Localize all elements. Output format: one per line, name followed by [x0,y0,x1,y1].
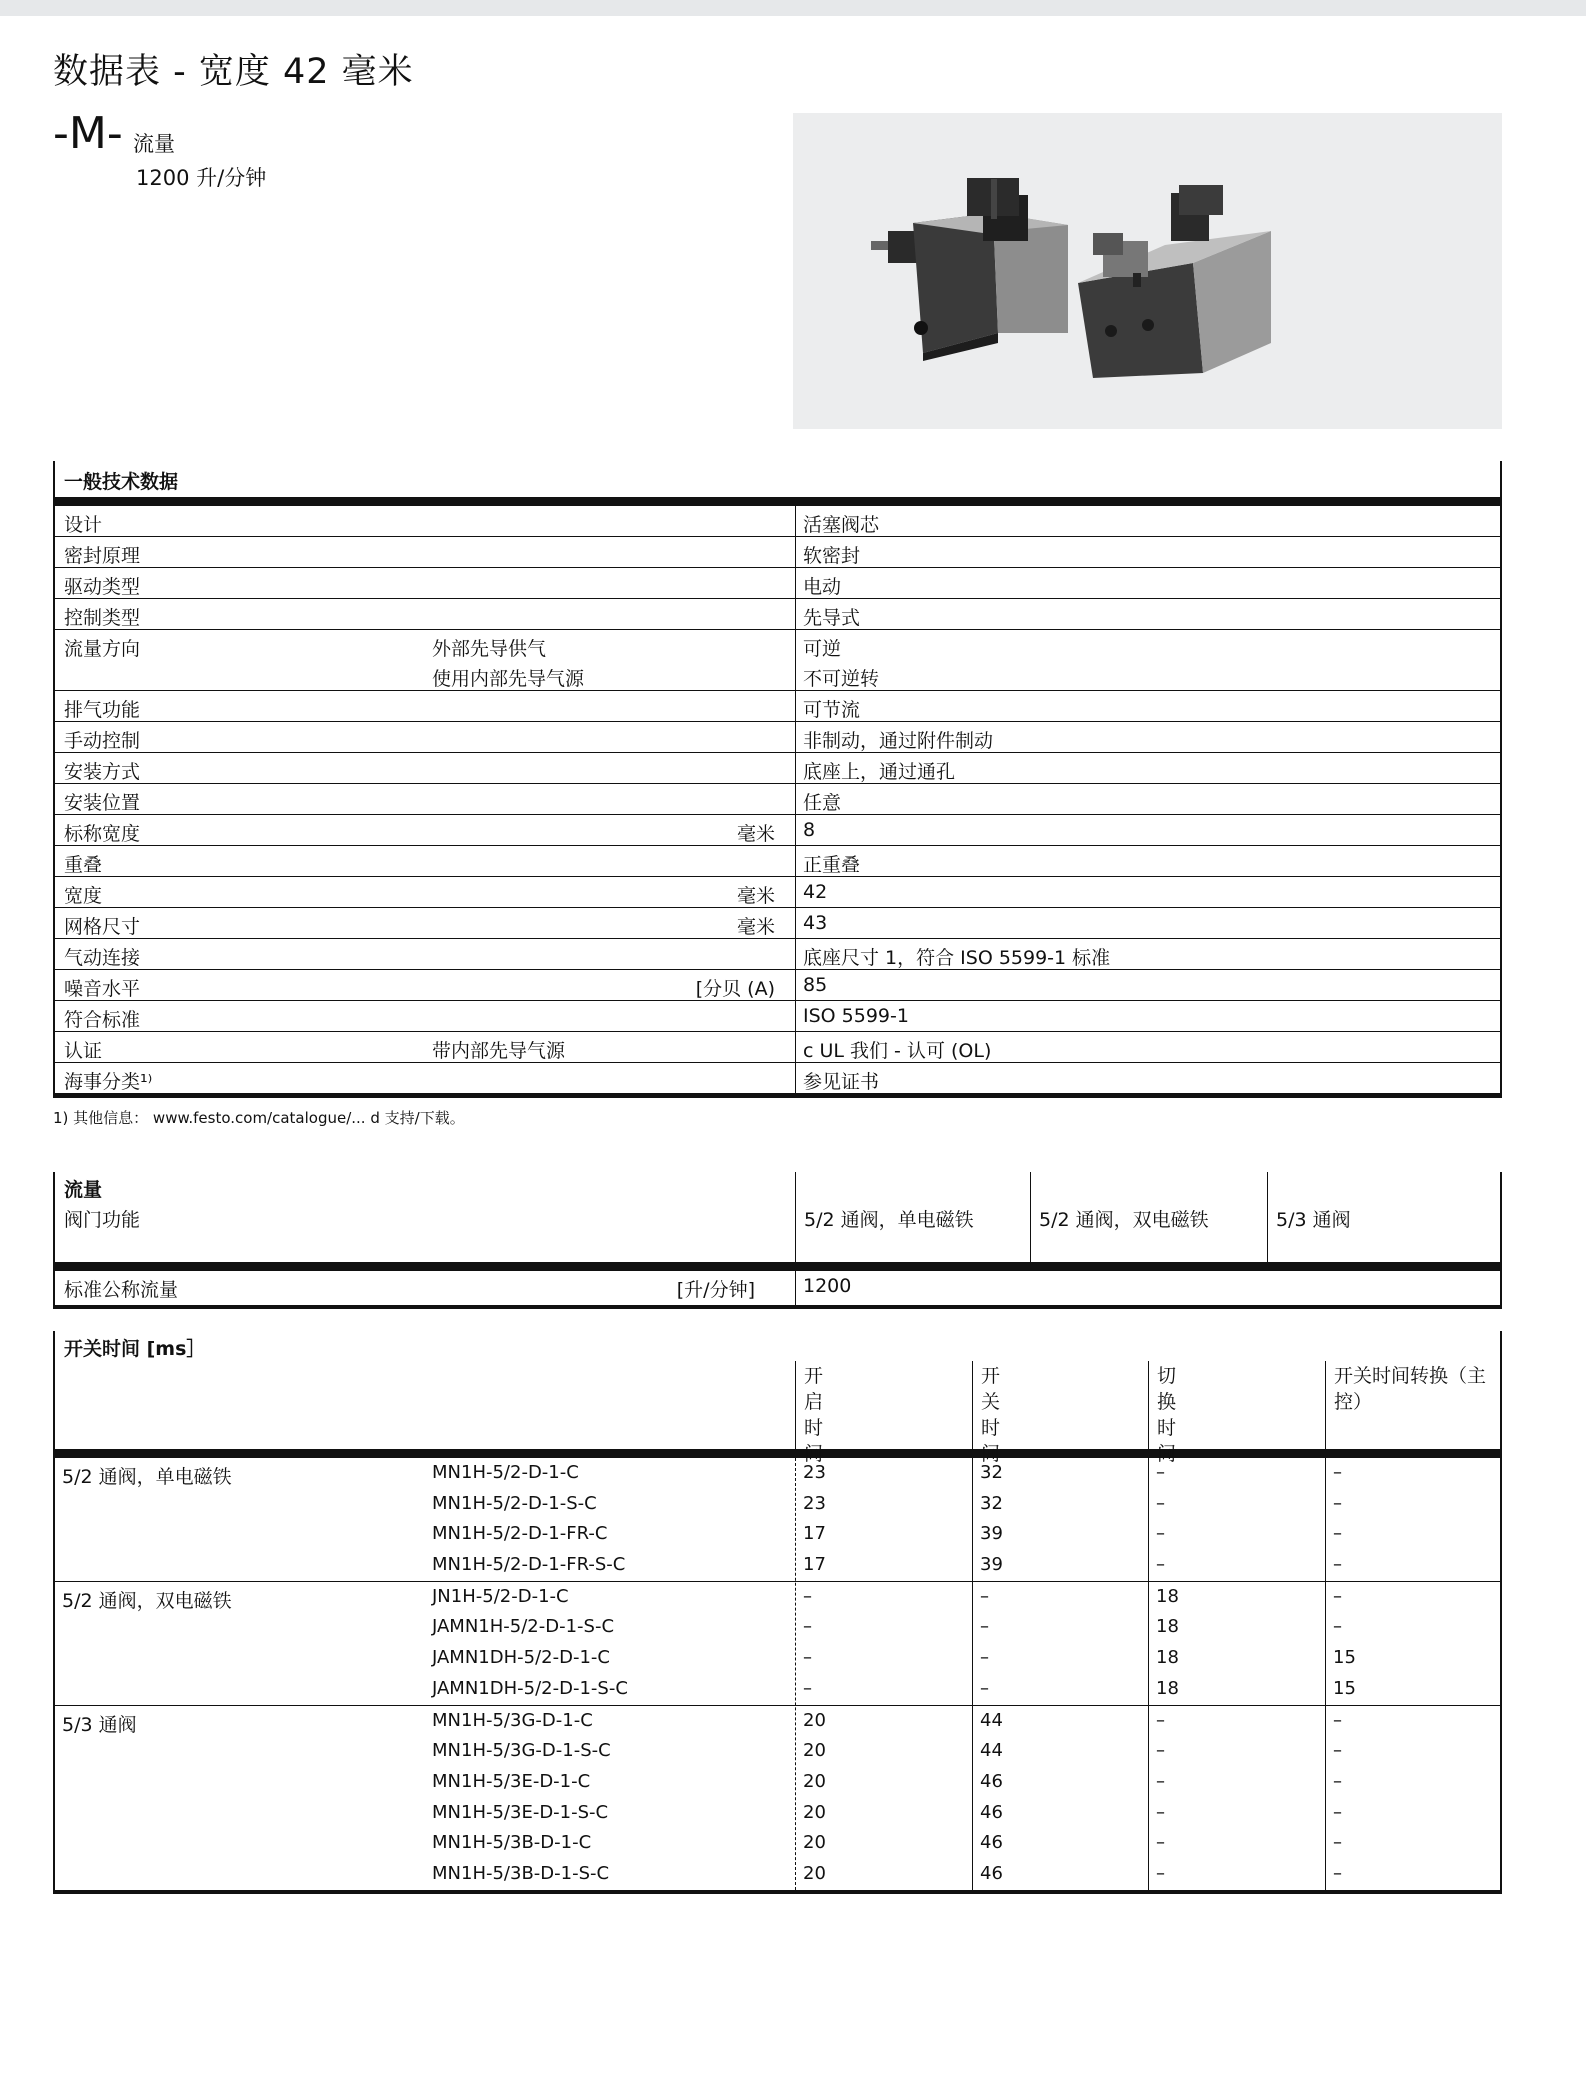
switching-row [55,1706,1500,1737]
row-value: 参见证书 [803,1071,880,1093]
row-label: 气动连接 [64,947,141,969]
row-value: c UL 我们 - 认可 (OL) [803,1040,992,1062]
row-value: ISO 5599-1 [803,1005,909,1027]
switching-row [55,1828,1500,1859]
time-cell: 46 [980,1832,1003,1854]
general-row [53,970,1502,1001]
flow-col-2 [1030,1172,1209,1262]
time-cell: 46 [980,1770,1003,1792]
time-cell: – [1333,1832,1342,1854]
time-cell: – [980,1647,989,1669]
group-label: 5/2 通阀，单电磁铁 [62,1466,232,1488]
model-code-cell: MN1H-5/3G-D-1-C [432,1709,593,1731]
flow-header [53,1172,1502,1262]
general-row [53,537,1502,568]
row-label: 驱动类型 [64,576,141,598]
general-row [53,1032,1502,1063]
switching-col-3-label: 切换时间 [1157,1365,1177,1465]
row-value: 任意 [803,792,842,814]
time-cell: 15 [1333,1677,1356,1699]
time-cell: – [1156,1523,1165,1545]
row-value: 活塞阀芯 [803,514,880,536]
switching-col-2 [972,1361,1001,1465]
row-label: 安装位置 [64,792,141,814]
switching-group [55,1706,1500,1890]
time-cell: 18 [1156,1647,1179,1669]
time-cell: – [980,1616,989,1638]
switching-row [55,1582,1500,1613]
model-code-cell: JAMN1DH-5/2-D-1-S-C [432,1677,628,1699]
time-cell: – [1333,1492,1342,1514]
row-value: 非制动，通过附件制动 [803,730,994,752]
switching-row [55,1767,1500,1798]
general-row [53,1063,1502,1094]
flow-table [53,1172,1502,1309]
group-label: 5/2 通阀，双电磁铁 [62,1589,232,1612]
row-value: 正重叠 [803,854,861,876]
general-row [53,939,1502,970]
time-cell: 39 [980,1554,1003,1576]
row-label: 认证 [64,1040,103,1062]
row-sub-label: 使用内部先导气源 [432,668,585,690]
time-cell: 23 [803,1492,826,1514]
model-code-cell: MN1H-5/3G-D-1-S-C [432,1740,611,1762]
row-label: 网格尺寸 [64,916,141,938]
model-code-cell: JAMN1DH-5/2-D-1-C [432,1647,610,1669]
general-row [53,815,1502,846]
time-cell: – [1156,1462,1165,1483]
time-cell: 17 [803,1523,826,1545]
model-code: -M- [53,108,123,159]
model-code-cell: MN1H-5/3E-D-1-S-C [432,1801,609,1823]
time-cell: – [1156,1740,1165,1762]
time-cell: – [1156,1832,1165,1854]
time-cell: – [1333,1462,1342,1483]
switching-group [55,1458,1500,1582]
switching-row [55,1550,1500,1581]
switching-col-4-label: 开关时间转换（主控） [1334,1365,1487,1413]
general-row [53,691,1502,722]
top-bar [0,0,1586,16]
group-label: 5/3 通阀 [62,1713,137,1736]
subtitle-value: 1200 升/分钟 [136,166,267,190]
table-bottom-rule [53,1094,1502,1098]
time-cell: 44 [980,1740,1003,1762]
time-cell: 39 [980,1523,1003,1545]
general-row [53,846,1502,877]
row-value: 43 [803,912,828,934]
switching-header [53,1331,1502,1465]
flow-value-row [53,1271,1502,1305]
time-cell: 46 [980,1862,1003,1884]
footnote: 1) 其他信息： www.festo.com/catalogue/... d 支持/下载。 [53,1109,465,1127]
time-cell: 18 [1156,1677,1179,1699]
row-label: 排气功能 [64,699,141,721]
model-code-cell: MN1H-5/3B-D-1-S-C [432,1862,610,1884]
time-cell: 46 [980,1801,1003,1823]
time-cell: 17 [803,1554,826,1576]
row-sub-label: 带内部先导气源 [432,1040,566,1062]
time-cell: 32 [980,1492,1003,1514]
model-code-cell: MN1H-5/2-D-1-FR-S-C [432,1554,626,1576]
row-label: 手动控制 [64,730,141,752]
time-cell: – [1333,1709,1342,1731]
row-value: 可逆 [803,638,842,660]
general-row [53,908,1502,939]
flow-col-3 [1267,1172,1351,1262]
general-row [53,877,1502,908]
time-cell: – [803,1677,812,1699]
row-value: 8 [803,819,816,841]
time-cell: – [1333,1740,1342,1762]
general-row [53,660,1502,691]
switching-row [55,1674,1500,1705]
row-label: 噪音水平 [64,978,141,1000]
time-cell: 15 [1333,1647,1356,1669]
row-value: 可节流 [803,699,861,721]
row-value: 软密封 [803,545,861,567]
time-cell: – [980,1585,989,1607]
switching-row [55,1458,1500,1489]
time-cell: 32 [980,1462,1003,1483]
time-cell: 20 [803,1740,826,1762]
general-row [53,753,1502,784]
switching-col-1-label: 开启时间 [804,1365,824,1465]
general-row [53,630,1502,660]
time-cell: – [1333,1770,1342,1792]
row-value: 42 [803,881,828,903]
time-cell: – [803,1616,812,1638]
general-row [53,784,1502,815]
switching-body [53,1458,1502,1890]
time-cell: 20 [803,1832,826,1854]
model-code-cell: MN1H-5/3E-D-1-C [432,1770,591,1792]
general-row [53,568,1502,599]
general-row [53,722,1502,753]
model-code-cell: JAMN1H-5/2-D-1-S-C [432,1616,615,1638]
time-cell: – [980,1677,989,1699]
row-label: 标称宽度 [64,823,141,845]
row-label: 控制类型 [64,607,141,629]
flow-sub-label: 阀门功能 [64,1209,141,1231]
flow-heading: 流量 [64,1179,103,1201]
model-code-cell: MN1H-5/2-D-1-S-C [432,1492,597,1514]
general-data-heading-row [53,461,1502,497]
switching-row [55,1489,1500,1520]
row-label: 宽度 [64,885,103,907]
row-value: 85 [803,974,828,996]
row-label: 密封原理 [64,545,141,567]
time-cell: 20 [803,1709,826,1731]
flow-rule [53,1262,1502,1271]
row-unit: 毫米 [736,885,775,907]
switching-row [55,1798,1500,1829]
switching-bottom-rule [53,1890,1502,1894]
switching-row [55,1859,1500,1890]
row-label: 重叠 [64,854,103,876]
switching-col-1 [795,1361,824,1465]
switching-row [55,1612,1500,1643]
switching-heading: 开关时间 [ms］ [64,1338,206,1360]
model-code-cell: JN1H-5/2-D-1-C [432,1585,569,1607]
general-data-table [53,461,1502,1098]
time-cell: – [1333,1616,1342,1638]
row-value: 电动 [803,576,842,598]
product-photo [793,113,1502,429]
page-title: 数据表 - 宽度 42 毫米 [53,52,414,92]
row-unit: 毫米 [736,823,775,845]
time-cell: – [1333,1585,1342,1607]
model-code-cell: MN1H-5/2-D-1-FR-C [432,1523,608,1545]
model-code-cell: MN1H-5/2-D-1-C [432,1462,579,1483]
flow-row-unit: [升/分钟] [676,1279,755,1301]
time-cell: 20 [803,1862,826,1884]
time-cell: – [1333,1523,1342,1545]
row-label: 设计 [64,514,103,536]
general-row [53,599,1502,630]
time-cell: – [803,1647,812,1669]
row-label: 海事分类¹⁾ [64,1071,153,1093]
general-row [53,506,1502,537]
switching-row [55,1519,1500,1550]
flow-col-1-label: 5/2 通阀，单电磁铁 [804,1209,974,1231]
row-value: 不可逆转 [803,668,880,690]
time-cell: 20 [803,1801,826,1823]
time-cell: 20 [803,1770,826,1792]
time-cell: – [1156,1709,1165,1731]
switching-row [55,1736,1500,1767]
time-cell: 44 [980,1709,1003,1731]
flow-row-label: 标准公称流量 [64,1279,179,1301]
general-row [53,1001,1502,1032]
flow-row-value: 1200 [803,1275,852,1297]
row-unit: [分贝 (A) [695,978,775,1000]
time-cell: 18 [1156,1616,1179,1638]
switching-col-3 [1148,1361,1177,1465]
row-value: 底座尺寸 1，符合 ISO 5599-1 标准 [803,947,1111,969]
time-cell: – [1156,1492,1165,1514]
row-sub-label: 外部先导供气 [432,638,547,660]
time-cell: – [1156,1801,1165,1823]
switching-table [53,1331,1502,1894]
time-cell: 18 [1156,1585,1179,1607]
row-value: 先导式 [803,607,861,629]
row-label: 符合标准 [64,1009,141,1031]
flow-col-2-label: 5/2 通阀，双电磁铁 [1039,1209,1209,1231]
flow-bottom-rule [53,1305,1502,1309]
heading-rule [53,497,1502,506]
switching-col-2-label: 开关时间 [981,1365,1001,1465]
general-data-heading: 一般技术数据 [64,471,179,493]
time-cell: – [803,1585,812,1607]
row-value: 底座上，通过通孔 [803,761,956,783]
row-unit: 毫米 [736,916,775,938]
subtitle-label: 流量 [133,132,175,156]
switching-group [55,1582,1500,1706]
time-cell: – [1333,1554,1342,1576]
model-code-cell: MN1H-5/3B-D-1-C [432,1832,592,1854]
time-cell: – [1156,1770,1165,1792]
time-cell: – [1333,1801,1342,1823]
switching-rule [53,1449,1502,1458]
switching-row [55,1643,1500,1674]
time-cell: – [1156,1554,1165,1576]
time-cell: 23 [803,1462,826,1483]
flow-col-1 [795,1172,974,1262]
flow-col-3-label: 5/3 通阀 [1276,1209,1351,1231]
row-label: 流量方向 [64,638,141,660]
switching-col-4 [1325,1361,1503,1449]
valve-illustration [793,113,1502,429]
row-label: 安装方式 [64,761,141,783]
time-cell: – [1333,1862,1342,1884]
time-cell: – [1156,1862,1165,1884]
